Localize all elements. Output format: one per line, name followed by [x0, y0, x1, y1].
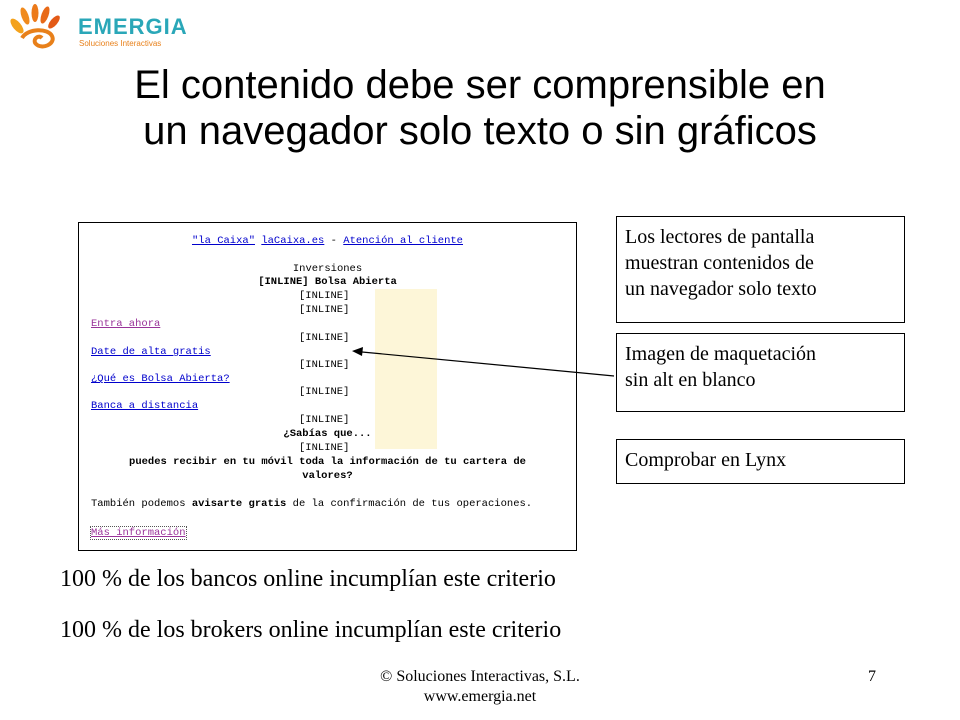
- nav-link-atencion[interactable]: Atención al cliente: [343, 235, 463, 247]
- callout-line: Los lectores de pantalla: [625, 226, 815, 248]
- title-line-2: un navegador solo texto o sin gráficos: [143, 109, 817, 153]
- link-alta-gratis[interactable]: Date de alta gratis: [91, 346, 211, 358]
- inline-placeholder: [INLINE]: [299, 304, 350, 316]
- tambien-pre: También podemos: [91, 498, 186, 510]
- footer-copyright: [0, 667, 960, 707]
- logo-wordmark: EMERGIA: [78, 14, 188, 39]
- nav-link-lacaixa-es[interactable]: laCaixa.es: [261, 235, 325, 247]
- link-que-es-bolsa[interactable]: ¿Qué es Bolsa Abierta?: [91, 373, 230, 385]
- nav-separator: -: [330, 235, 337, 247]
- sabias-que: ¿Sabías que...: [283, 428, 372, 440]
- inline-placeholder: [INLINE]: [299, 359, 350, 371]
- tambien-post: de la confirmación de tus operaciones.: [292, 498, 533, 510]
- tambien-bold: avisarte gratis: [191, 498, 287, 510]
- callout-line: sin alt en blanco: [625, 369, 756, 391]
- inline-placeholder: [INLINE]: [299, 332, 350, 344]
- inline-placeholder: [INLINE]: [299, 386, 350, 398]
- section-heading: Inversiones: [292, 263, 363, 275]
- link-banca-distancia[interactable]: Banca a distancia: [91, 400, 199, 412]
- footer-line-2: www.emergia.net: [423, 688, 537, 705]
- inline-placeholder: [INLINE]: [299, 290, 350, 302]
- callout-line: Imagen de maquetación: [625, 343, 817, 365]
- title-line-1: El contenido debe ser comprensible en: [134, 63, 826, 107]
- callout-line: Comprobar en Lynx: [625, 449, 787, 471]
- footer-line-1: © Soluciones Interactivas, S.L.: [380, 668, 580, 685]
- page-number: 7: [868, 668, 876, 685]
- inline-placeholder: [INLINE]: [299, 442, 350, 454]
- logo-tagline: Soluciones Interactivas: [79, 39, 162, 48]
- nav-link-lacaixa[interactable]: "la Caixa": [191, 235, 255, 247]
- link-mas-informacion[interactable]: Más información: [91, 527, 186, 539]
- callout-line: un navegador solo texto: [625, 278, 817, 300]
- bolsa-abierta-heading: [INLINE] Bolsa Abierta: [258, 276, 397, 288]
- stat-banks: 100 % de los bancos online incumplían este criterio: [60, 566, 556, 592]
- inline-placeholder: [INLINE]: [299, 414, 350, 426]
- link-entra-ahora[interactable]: Entra ahora: [91, 318, 161, 330]
- promo-text-2: valores?: [302, 470, 353, 482]
- callout-line: muestran contenidos de: [625, 252, 814, 274]
- stat-brokers: 100 % de los brokers online incumplían este criterio: [60, 617, 562, 643]
- promo-text-1: puedes recibir en tu móvil toda la información de tu cartera de: [129, 456, 526, 468]
